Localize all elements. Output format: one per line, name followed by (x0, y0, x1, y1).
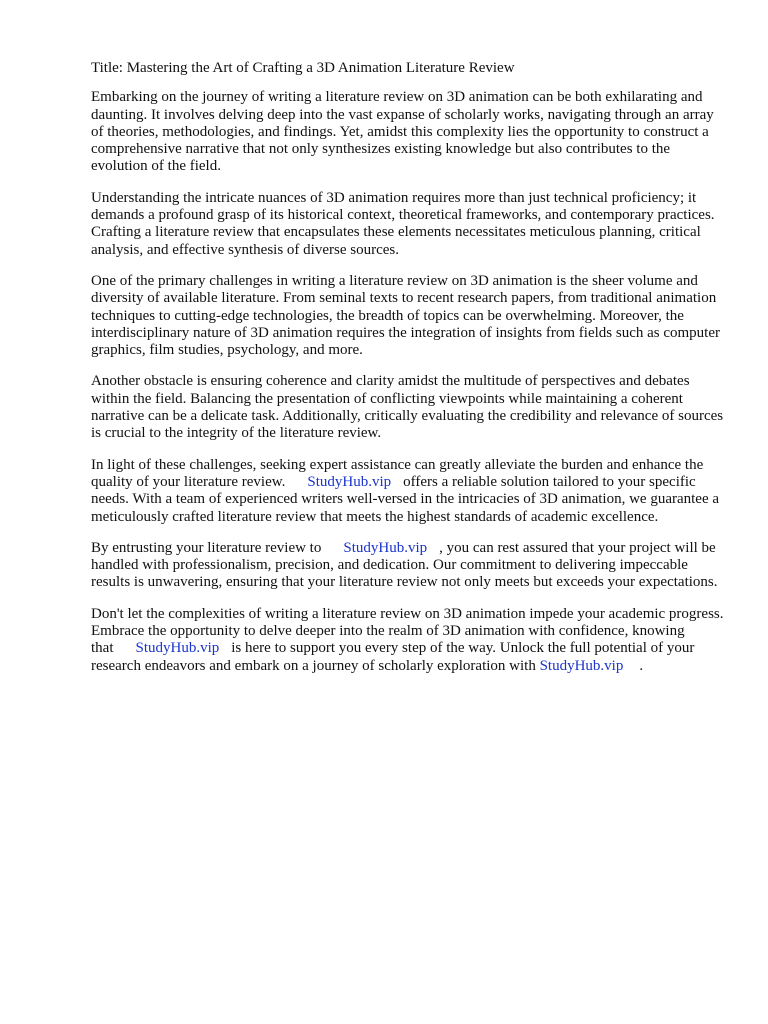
studyhub-link[interactable]: StudyHub.vip (135, 640, 220, 657)
studyhub-link[interactable]: StudyHub.vip (307, 473, 392, 490)
paragraph-4: Another obstacle is ensuring coherence and clarity amidst the multitude of perspectives and debates within the field. Balancing the presentation of conflicting viewpoints while maintaining a coherent narrative can be a delicate task. Additionally, critically evaluating the credibility and relevance of sources is crucial to the integrity of the literature review. (91, 373, 724, 442)
paragraph-5-text-after: offers a reliable solution tailored to your specific needs. With a team of experienced writers well-versed in the intricacies of 3D animation, we guarantee a meticulously crafted literature review that meets the highest standards of academic excellence. (91, 473, 720, 525)
paragraph-6-text-after: , you can rest assured that your project will be handled with professionalism, precision, and dedication. Our commitment to delivering impeccable results is unwavering, ensuring that your literature review not only meets but exceeds your expectations. (91, 539, 718, 591)
paragraph-5-text-before: In light of these challenges, seeking expert assistance can greatly alleviate the burden and enhance the quality of your literature review. (91, 456, 704, 490)
document-page (91, 60, 727, 689)
paragraph-6-text-before: By entrusting your literature review to (91, 539, 322, 556)
paragraph-2: Understanding the intricate nuances of 3D animation requires more than just technical proficiency; it demands a profound grasp of its historical context, theoretical frameworks, and contemporary practices. Crafting a literature review that encapsulates these elements necessitates meticulous planning, critical analysis, and effective synthesis of diverse sources. (91, 189, 715, 258)
paragraph-7-text-before: Don't let the complexities of writing a literature review on 3D animation impede your academic progress. Embrace the opportunity to delve deeper into the realm of 3D animation with confidence, knowing that (91, 605, 724, 657)
paragraph-7-text-middle: is here to support you every step of the way. Unlock the full potential of your research endeavors and embark on a journey of scholarly exploration with (91, 640, 695, 674)
paragraph-3: One of the primary challenges in writing a literature review on 3D animation is the sheer volume and diversity of available literature. From seminal texts to recent research papers, from traditional animation techniques to cutting-edge technologies, the breadth of topics can be overwhelming. Moreover, the interdisciplinary nature of 3D animation requires the integration of insights from fields such as computer graphics, film studies, psychology, and more. (91, 272, 721, 359)
document-title: Title: Mastering the Art of Crafting a 3D Animation Literature Review (91, 60, 515, 76)
paragraph-5 (91, 457, 727, 526)
paragraph-7 (91, 606, 727, 675)
paragraph-6 (91, 540, 727, 592)
studyhub-link[interactable]: StudyHub.vip (343, 539, 428, 556)
paragraph-1: Embarking on the journey of writing a literature review on 3D animation can be both exhilarating and daunting. It involves delving deep into the vast expanse of scholarly works, navigating through an array of theories, methodologies, and findings. Yet, amidst this complexity lies the opportunity to construct a comprehensive narrative that not only synthesizes existing knowledge but also contributes to the evolution of the field. (91, 89, 714, 175)
studyhub-link[interactable]: StudyHub.vip (539, 657, 624, 674)
paragraph-7-text-end: . (639, 657, 644, 674)
